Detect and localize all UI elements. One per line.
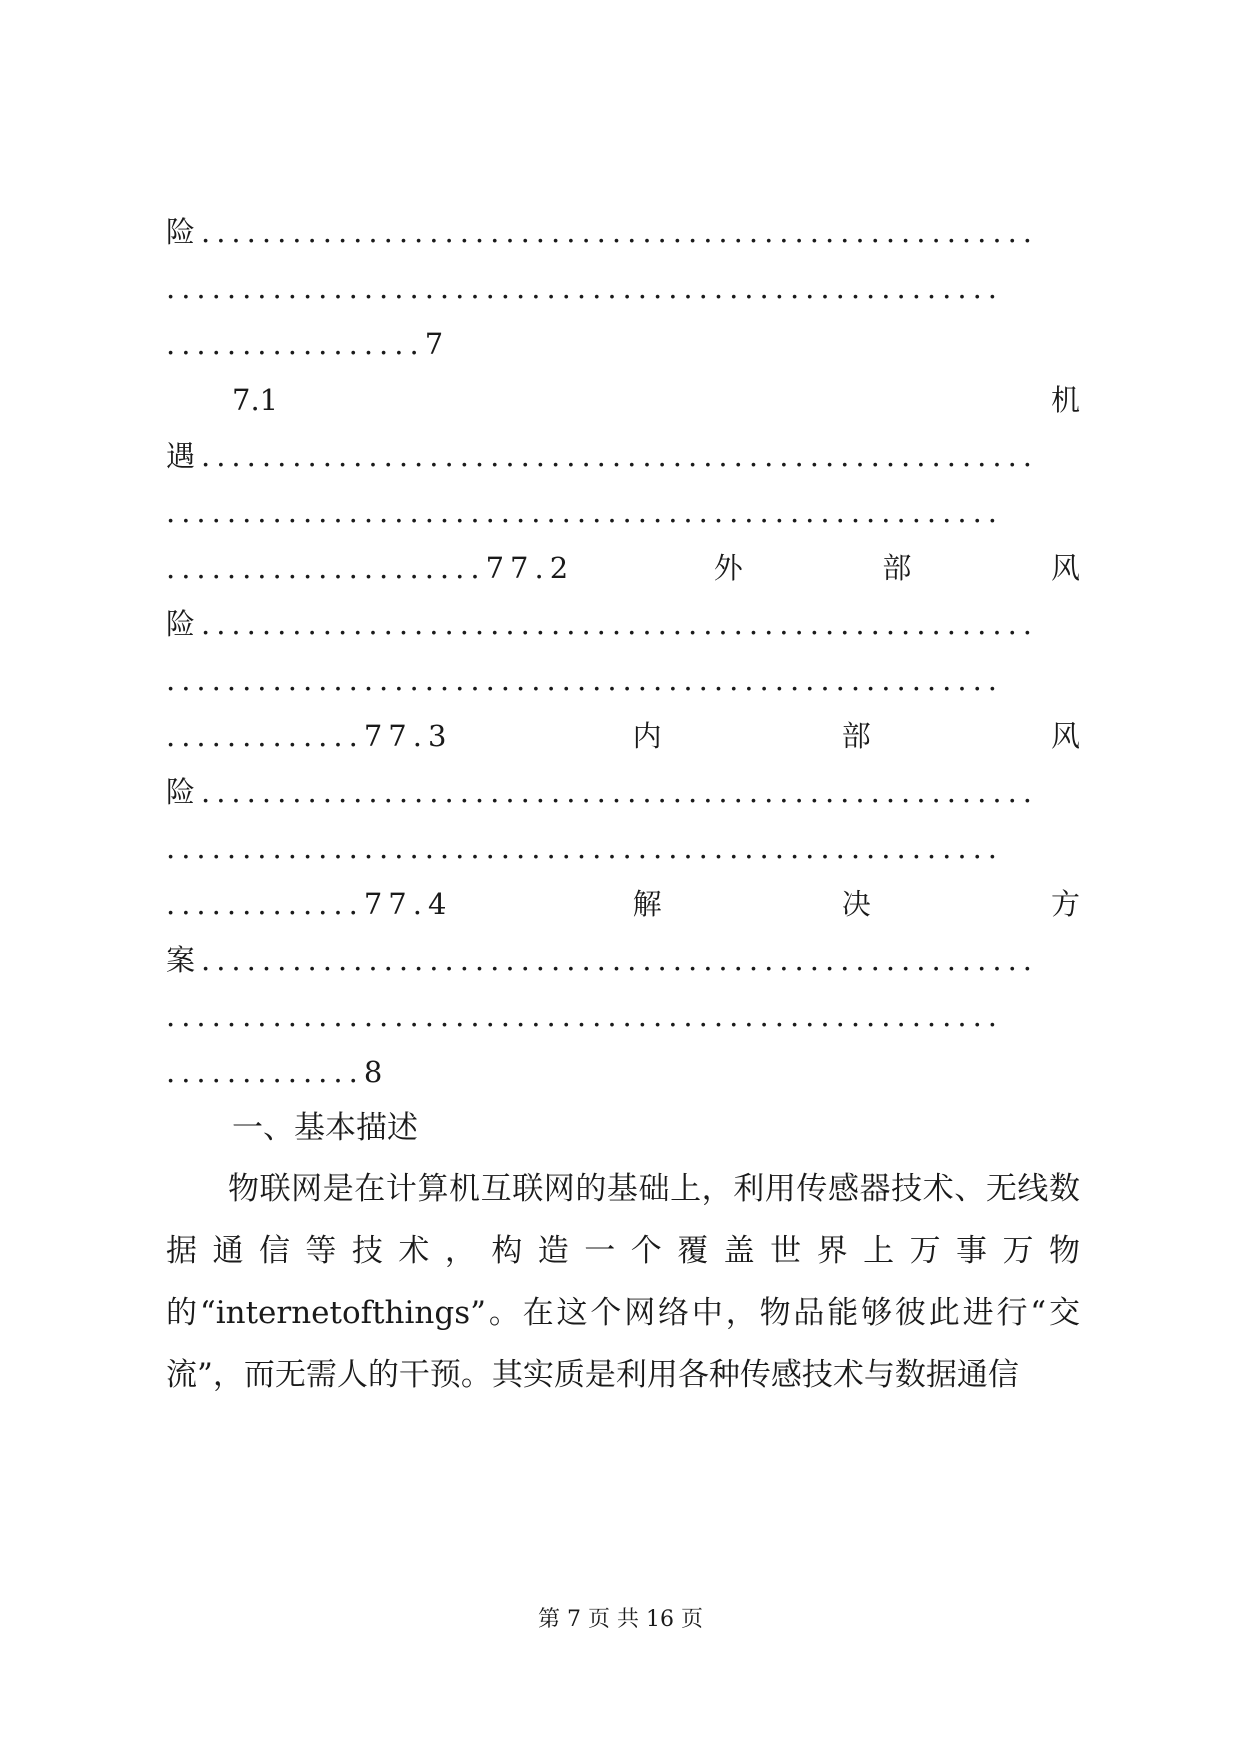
toc-entry-leader: .....................77.2 xyxy=(166,551,575,585)
toc-entry-title-char: 外 xyxy=(713,551,743,585)
toc-entry-7-2 xyxy=(166,548,1080,588)
toc-entry-title-char: 风 xyxy=(1050,551,1080,585)
toc-line: 险....................................................... xyxy=(166,775,1039,809)
toc-entry-title-char: 机 xyxy=(1050,383,1080,417)
toc-entry-7-3 xyxy=(166,716,1080,756)
toc-line: ....................................................... xyxy=(166,271,1004,305)
toc-entry-title-char: 部 xyxy=(841,719,871,753)
toc-entry-number: 7.1 xyxy=(232,383,279,417)
toc-entry-title-char: 风 xyxy=(1050,719,1080,753)
paragraph-text: 物联网是在计算机互联网的基础上，利用传感器技术、无线数据通信等技术，构造一个覆盖世界上万事万物的“internetofthings”。在这个网络中，物品能够彼此进行“交流”，而无需人的干预。其实质是利用各种传感技术与数据通信 xyxy=(166,1171,1080,1393)
toc-entry-title-char: 内 xyxy=(632,719,662,753)
toc-line: 险....................................................... xyxy=(166,607,1039,641)
toc-entry-7-1 xyxy=(232,380,1080,420)
toc-line: ....................................................... xyxy=(166,495,1004,529)
page-footer: 第 7 页 共 16 页 xyxy=(538,1607,703,1632)
toc-entry-7-4 xyxy=(166,884,1080,924)
body-paragraph xyxy=(166,1158,1080,1406)
toc-line: ....................................................... xyxy=(166,831,1004,865)
toc-entry-title-char: 方 xyxy=(1050,887,1080,921)
toc-entry-leader: .............77.3 xyxy=(166,719,453,753)
toc-entry-title-char: 解 xyxy=(632,887,662,921)
toc-line: ....................................................... xyxy=(166,999,1004,1033)
toc-line: 险....................................................... xyxy=(166,215,1039,249)
toc-entry-title-char: 决 xyxy=(841,887,871,921)
toc-entry-leader: .............77.4 xyxy=(166,887,453,921)
toc-line: 案....................................................... xyxy=(166,943,1039,977)
toc-entry-title-char: 部 xyxy=(882,551,912,585)
toc-line: 遇....................................................... xyxy=(166,439,1039,473)
toc-line: .................7 xyxy=(166,327,450,361)
section-heading: 一、基本描述 xyxy=(232,1110,418,1146)
toc-line: ....................................................... xyxy=(166,663,1004,697)
toc-line: .............8 xyxy=(166,1055,389,1089)
